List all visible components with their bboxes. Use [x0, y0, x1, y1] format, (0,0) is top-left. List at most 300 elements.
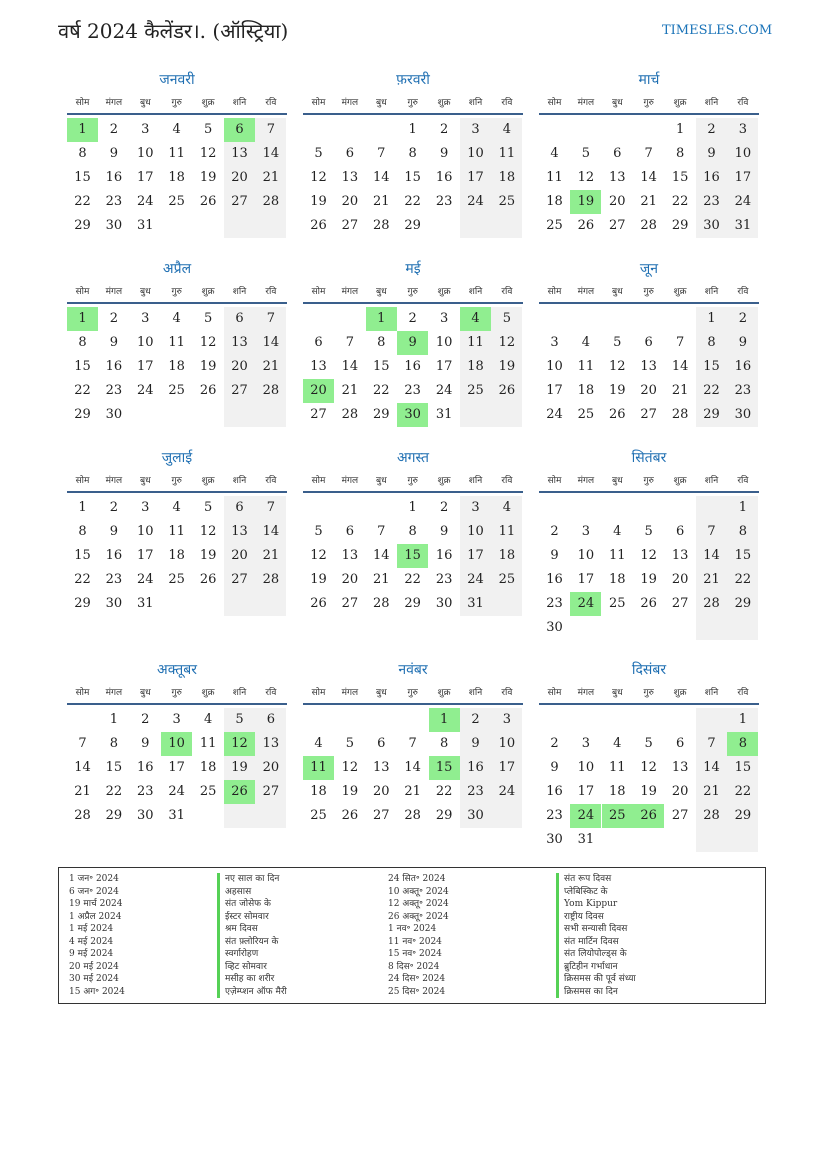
day-cell[interactable]: 8	[727, 520, 758, 544]
holiday-day-cell[interactable]: 6	[224, 118, 255, 142]
day-cell[interactable]: 14	[74, 760, 91, 775]
day-cell[interactable]: 10	[546, 359, 563, 374]
day-cell[interactable]: 4	[491, 496, 522, 520]
day-cell[interactable]: 9	[439, 524, 449, 539]
day-cell[interactable]: 26	[577, 218, 595, 233]
day-cell[interactable]: 10	[435, 335, 453, 350]
day-cell[interactable]: 31	[727, 214, 758, 238]
day-cell[interactable]: 14	[255, 520, 286, 544]
day-cell[interactable]: 5	[203, 122, 213, 137]
day-cell[interactable]: 5	[224, 708, 255, 732]
day-cell[interactable]: 16	[546, 784, 563, 799]
day-cell[interactable]: 3	[141, 500, 150, 515]
day-cell[interactable]: 17	[137, 548, 154, 563]
day-cell[interactable]: 20	[341, 194, 359, 209]
day-cell[interactable]: 1	[408, 122, 417, 137]
day-cell[interactable]: 2	[727, 307, 758, 331]
day-cell[interactable]: 30	[460, 804, 491, 828]
day-cell[interactable]: 2	[550, 524, 559, 539]
day-cell[interactable]: 7	[377, 146, 386, 161]
day-cell[interactable]: 1	[408, 500, 417, 515]
day-cell[interactable]: 14	[341, 359, 359, 374]
day-cell[interactable]: 4	[172, 311, 181, 326]
day-cell[interactable]: 3	[172, 712, 181, 727]
day-cell[interactable]: 4	[613, 736, 622, 751]
day-cell[interactable]: 20	[341, 572, 359, 587]
day-cell[interactable]: 11	[546, 170, 563, 185]
day-cell[interactable]: 9	[109, 335, 119, 350]
day-cell[interactable]: 6	[224, 307, 255, 331]
day-cell[interactable]: 24	[460, 190, 491, 214]
day-cell[interactable]: 5	[644, 736, 653, 751]
day-cell[interactable]: 12	[310, 548, 327, 563]
day-cell[interactable]: 5	[644, 524, 653, 539]
holiday-day-cell[interactable]: 24	[570, 592, 601, 616]
day-cell[interactable]: 8	[439, 736, 449, 751]
day-cell[interactable]: 26	[199, 194, 217, 209]
day-cell[interactable]: 23	[105, 572, 123, 587]
day-cell[interactable]: 2	[109, 500, 119, 515]
day-cell[interactable]: 25	[546, 218, 563, 233]
day-cell[interactable]: 23	[460, 780, 491, 804]
day-cell[interactable]: 15	[727, 544, 758, 568]
day-cell[interactable]: 6	[224, 496, 255, 520]
day-cell[interactable]: 18	[577, 383, 595, 398]
day-cell[interactable]: 22	[74, 572, 91, 587]
day-cell[interactable]: 30	[137, 808, 154, 823]
day-cell[interactable]: 21	[341, 383, 359, 398]
day-cell[interactable]: 7	[255, 496, 286, 520]
day-cell[interactable]: 7	[675, 335, 685, 350]
day-cell[interactable]: 3	[727, 118, 758, 142]
day-cell[interactable]: 10	[577, 760, 595, 775]
day-cell[interactable]: 12	[199, 335, 217, 350]
day-cell[interactable]: 10	[137, 524, 154, 539]
day-cell[interactable]: 28	[255, 568, 286, 592]
day-cell[interactable]: 29	[727, 592, 758, 616]
day-cell[interactable]: 7	[696, 520, 727, 544]
day-cell[interactable]: 6	[675, 524, 685, 539]
day-cell[interactable]: 24	[460, 568, 491, 592]
day-cell[interactable]: 11	[199, 736, 217, 751]
day-cell[interactable]: 27	[341, 218, 359, 233]
day-cell[interactable]: 14	[373, 548, 390, 563]
day-cell[interactable]: 21	[74, 784, 91, 799]
holiday-day-cell[interactable]: 4	[460, 307, 491, 331]
day-cell[interactable]: 30	[105, 218, 123, 233]
day-cell[interactable]: 13	[224, 331, 255, 355]
day-cell[interactable]: 13	[255, 732, 286, 756]
holiday-day-cell[interactable]: 1	[67, 118, 98, 142]
day-cell[interactable]: 11	[491, 520, 522, 544]
day-cell[interactable]: 18	[168, 359, 185, 374]
day-cell[interactable]: 25	[199, 784, 217, 799]
day-cell[interactable]: 11	[168, 335, 185, 350]
day-cell[interactable]: 6	[255, 708, 286, 732]
day-cell[interactable]: 26	[310, 596, 327, 611]
day-cell[interactable]: 20	[373, 784, 390, 799]
day-cell[interactable]: 28	[671, 407, 689, 422]
day-cell[interactable]: 14	[373, 170, 390, 185]
day-cell[interactable]: 26	[341, 808, 359, 823]
day-cell[interactable]: 23	[137, 784, 154, 799]
day-cell[interactable]: 18	[491, 166, 522, 190]
day-cell[interactable]: 3	[491, 708, 522, 732]
day-cell[interactable]: 7	[78, 736, 87, 751]
day-cell[interactable]: 28	[373, 596, 390, 611]
day-cell[interactable]: 4	[613, 524, 622, 539]
day-cell[interactable]: 10	[491, 732, 522, 756]
day-cell[interactable]: 14	[255, 331, 286, 355]
day-cell[interactable]: 9	[696, 142, 727, 166]
holiday-day-cell[interactable]: 8	[727, 732, 758, 756]
day-cell[interactable]: 2	[460, 708, 491, 732]
day-cell[interactable]: 19	[310, 194, 327, 209]
day-cell[interactable]: 11	[491, 142, 522, 166]
day-cell[interactable]: 22	[435, 784, 453, 799]
day-cell[interactable]: 22	[105, 784, 123, 799]
day-cell[interactable]: 22	[404, 194, 421, 209]
day-cell[interactable]: 24	[137, 194, 154, 209]
day-cell[interactable]: 15	[671, 170, 689, 185]
day-cell[interactable]: 17	[460, 544, 491, 568]
day-cell[interactable]: 18	[310, 784, 327, 799]
holiday-day-cell[interactable]: 15	[429, 756, 460, 780]
day-cell[interactable]: 4	[172, 122, 181, 137]
day-cell[interactable]: 23	[105, 194, 123, 209]
day-cell[interactable]: 11	[460, 331, 491, 355]
day-cell[interactable]: 26	[640, 596, 657, 611]
day-cell[interactable]: 17	[727, 166, 758, 190]
day-cell[interactable]: 27	[224, 190, 255, 214]
holiday-day-cell[interactable]: 20	[303, 379, 334, 403]
day-cell[interactable]: 2	[696, 118, 727, 142]
day-cell[interactable]: 1	[696, 307, 727, 331]
day-cell[interactable]: 18	[168, 548, 185, 563]
day-cell[interactable]: 6	[644, 335, 653, 350]
day-cell[interactable]: 2	[408, 311, 417, 326]
day-cell[interactable]: 28	[640, 218, 657, 233]
day-cell[interactable]: 16	[727, 355, 758, 379]
holiday-day-cell[interactable]: 11	[303, 756, 334, 780]
day-cell[interactable]: 15	[696, 355, 727, 379]
day-cell[interactable]: 19	[640, 572, 657, 587]
day-cell[interactable]: 7	[408, 736, 417, 751]
day-cell[interactable]: 24	[168, 784, 185, 799]
day-cell[interactable]: 23	[546, 596, 563, 611]
day-cell[interactable]: 29	[404, 596, 421, 611]
day-cell[interactable]: 13	[310, 359, 327, 374]
day-cell[interactable]: 16	[546, 572, 563, 587]
day-cell[interactable]: 21	[255, 355, 286, 379]
day-cell[interactable]: 29	[74, 596, 91, 611]
day-cell[interactable]: 22	[404, 572, 421, 587]
day-cell[interactable]: 30	[696, 214, 727, 238]
day-cell[interactable]: 11	[577, 359, 595, 374]
day-cell[interactable]: 30	[546, 832, 563, 847]
holiday-day-cell[interactable]: 30	[397, 403, 428, 427]
day-cell[interactable]: 10	[137, 146, 154, 161]
day-cell[interactable]: 5	[314, 524, 323, 539]
day-cell[interactable]: 8	[78, 335, 87, 350]
day-cell[interactable]: 2	[109, 122, 119, 137]
day-cell[interactable]: 29	[435, 808, 453, 823]
day-cell[interactable]: 9	[550, 548, 559, 563]
day-cell[interactable]: 3	[550, 335, 559, 350]
day-cell[interactable]: 16	[696, 166, 727, 190]
day-cell[interactable]: 3	[581, 524, 591, 539]
day-cell[interactable]: 28	[696, 804, 727, 828]
day-cell[interactable]: 27	[224, 379, 255, 403]
day-cell[interactable]: 5	[314, 146, 323, 161]
day-cell[interactable]: 9	[141, 736, 150, 751]
day-cell[interactable]: 23	[404, 383, 421, 398]
day-cell[interactable]: 28	[255, 379, 286, 403]
day-cell[interactable]: 23	[546, 808, 563, 823]
day-cell[interactable]: 27	[373, 808, 390, 823]
day-cell[interactable]: 27	[640, 407, 657, 422]
day-cell[interactable]: 31	[137, 596, 154, 611]
day-cell[interactable]: 14	[696, 756, 727, 780]
day-cell[interactable]: 8	[377, 335, 386, 350]
day-cell[interactable]: 11	[168, 524, 185, 539]
day-cell[interactable]: 7	[255, 307, 286, 331]
day-cell[interactable]: 7	[644, 146, 653, 161]
day-cell[interactable]: 14	[671, 359, 689, 374]
day-cell[interactable]: 12	[310, 170, 327, 185]
day-cell[interactable]: 13	[373, 760, 390, 775]
day-cell[interactable]: 17	[168, 760, 185, 775]
day-cell[interactable]: 8	[78, 524, 87, 539]
day-cell[interactable]: 3	[581, 736, 591, 751]
day-cell[interactable]: 9	[439, 146, 449, 161]
day-cell[interactable]: 6	[345, 524, 355, 539]
day-cell[interactable]: 11	[609, 760, 626, 775]
day-cell[interactable]: 16	[105, 548, 123, 563]
day-cell[interactable]: 25	[577, 407, 595, 422]
day-cell[interactable]: 31	[137, 218, 154, 233]
day-cell[interactable]: 11	[609, 548, 626, 563]
day-cell[interactable]: 27	[671, 596, 689, 611]
day-cell[interactable]: 18	[199, 760, 217, 775]
day-cell[interactable]: 12	[199, 524, 217, 539]
day-cell[interactable]: 28	[255, 190, 286, 214]
day-cell[interactable]: 23	[105, 383, 123, 398]
day-cell[interactable]: 19	[609, 383, 626, 398]
day-cell[interactable]: 7	[377, 524, 386, 539]
holiday-day-cell[interactable]: 15	[397, 544, 428, 568]
day-cell[interactable]: 22	[671, 194, 689, 209]
day-cell[interactable]: 15	[404, 170, 421, 185]
day-cell[interactable]: 29	[671, 218, 689, 233]
day-cell[interactable]: 3	[141, 311, 150, 326]
day-cell[interactable]: 16	[460, 756, 491, 780]
day-cell[interactable]: 23	[696, 190, 727, 214]
day-cell[interactable]: 2	[141, 712, 150, 727]
day-cell[interactable]: 21	[373, 572, 390, 587]
day-cell[interactable]: 14	[255, 142, 286, 166]
day-cell[interactable]: 6	[613, 146, 622, 161]
day-cell[interactable]: 29	[74, 218, 91, 233]
holiday-day-cell[interactable]: 19	[570, 190, 601, 214]
day-cell[interactable]: 19	[341, 784, 359, 799]
day-cell[interactable]: 25	[460, 379, 491, 403]
day-cell[interactable]: 28	[696, 592, 727, 616]
day-cell[interactable]: 17	[491, 756, 522, 780]
day-cell[interactable]: 8	[696, 331, 727, 355]
day-cell[interactable]: 1	[727, 496, 758, 520]
day-cell[interactable]: 17	[577, 572, 595, 587]
day-cell[interactable]: 2	[109, 311, 119, 326]
day-cell[interactable]: 10	[577, 548, 595, 563]
day-cell[interactable]: 26	[199, 572, 217, 587]
day-cell[interactable]: 27	[671, 808, 689, 823]
holiday-day-cell[interactable]: 1	[429, 708, 460, 732]
day-cell[interactable]: 13	[341, 548, 359, 563]
day-cell[interactable]: 28	[404, 808, 421, 823]
day-cell[interactable]: 19	[310, 572, 327, 587]
day-cell[interactable]: 26	[310, 218, 327, 233]
day-cell[interactable]: 3	[141, 122, 150, 137]
day-cell[interactable]: 16	[105, 170, 123, 185]
day-cell[interactable]: 4	[491, 118, 522, 142]
day-cell[interactable]: 8	[408, 524, 417, 539]
day-cell[interactable]: 8	[109, 736, 119, 751]
day-cell[interactable]: 16	[105, 359, 123, 374]
day-cell[interactable]: 12	[199, 146, 217, 161]
day-cell[interactable]: 18	[168, 170, 185, 185]
day-cell[interactable]: 10	[727, 142, 758, 166]
day-cell[interactable]: 25	[168, 194, 185, 209]
day-cell[interactable]: 21	[696, 780, 727, 804]
day-cell[interactable]: 28	[74, 808, 91, 823]
day-cell[interactable]: 22	[727, 568, 758, 592]
day-cell[interactable]: 4	[172, 500, 181, 515]
day-cell[interactable]: 19	[199, 548, 217, 563]
day-cell[interactable]: 12	[577, 170, 595, 185]
day-cell[interactable]: 1	[727, 708, 758, 732]
day-cell[interactable]: 19	[199, 359, 217, 374]
day-cell[interactable]: 14	[404, 760, 421, 775]
day-cell[interactable]: 22	[727, 780, 758, 804]
day-cell[interactable]: 4	[314, 736, 323, 751]
day-cell[interactable]: 24	[137, 572, 154, 587]
day-cell[interactable]: 17	[460, 166, 491, 190]
day-cell[interactable]: 31	[435, 407, 453, 422]
day-cell[interactable]: 17	[546, 383, 563, 398]
day-cell[interactable]: 21	[696, 568, 727, 592]
day-cell[interactable]: 15	[74, 548, 91, 563]
day-cell[interactable]: 17	[577, 784, 595, 799]
day-cell[interactable]: 27	[255, 780, 286, 804]
day-cell[interactable]: 30	[105, 407, 123, 422]
day-cell[interactable]: 2	[550, 736, 559, 751]
day-cell[interactable]: 20	[255, 756, 286, 780]
day-cell[interactable]: 27	[609, 218, 626, 233]
day-cell[interactable]: 13	[671, 760, 689, 775]
day-cell[interactable]: 12	[640, 548, 657, 563]
day-cell[interactable]: 17	[137, 359, 154, 374]
day-cell[interactable]: 2	[439, 122, 449, 137]
holiday-day-cell[interactable]: 12	[224, 732, 255, 756]
day-cell[interactable]: 20	[671, 784, 689, 799]
day-cell[interactable]: 9	[727, 331, 758, 355]
day-cell[interactable]: 18	[460, 355, 491, 379]
day-cell[interactable]: 9	[460, 732, 491, 756]
day-cell[interactable]: 5	[203, 500, 213, 515]
day-cell[interactable]: 5	[345, 736, 355, 751]
day-cell[interactable]: 22	[696, 379, 727, 403]
day-cell[interactable]: 4	[550, 146, 559, 161]
day-cell[interactable]: 5	[491, 307, 522, 331]
day-cell[interactable]: 16	[137, 760, 154, 775]
day-cell[interactable]: 5	[581, 146, 591, 161]
day-cell[interactable]: 17	[435, 359, 453, 374]
day-cell[interactable]: 16	[404, 359, 421, 374]
day-cell[interactable]: 6	[675, 736, 685, 751]
day-cell[interactable]: 15	[74, 170, 91, 185]
day-cell[interactable]: 15	[373, 359, 390, 374]
day-cell[interactable]: 17	[137, 170, 154, 185]
day-cell[interactable]: 12	[491, 331, 522, 355]
day-cell[interactable]: 30	[727, 403, 758, 427]
day-cell[interactable]: 29	[404, 218, 421, 233]
day-cell[interactable]: 29	[696, 403, 727, 427]
day-cell[interactable]: 21	[640, 194, 657, 209]
day-cell[interactable]: 20	[224, 355, 255, 379]
day-cell[interactable]: 9	[109, 146, 119, 161]
day-cell[interactable]: 29	[373, 407, 390, 422]
day-cell[interactable]: 29	[74, 407, 91, 422]
day-cell[interactable]: 25	[491, 190, 522, 214]
day-cell[interactable]: 24	[546, 407, 563, 422]
day-cell[interactable]: 9	[550, 760, 559, 775]
day-cell[interactable]: 15	[105, 760, 123, 775]
day-cell[interactable]: 16	[435, 548, 453, 563]
day-cell[interactable]: 29	[727, 804, 758, 828]
day-cell[interactable]: 27	[310, 407, 327, 422]
day-cell[interactable]: 20	[671, 572, 689, 587]
holiday-day-cell[interactable]: 26	[224, 780, 255, 804]
day-cell[interactable]: 5	[203, 311, 213, 326]
day-cell[interactable]: 18	[546, 194, 563, 209]
day-cell[interactable]: 24	[491, 780, 522, 804]
day-cell[interactable]: 5	[613, 335, 622, 350]
day-cell[interactable]: 20	[224, 544, 255, 568]
day-cell[interactable]: 7	[255, 118, 286, 142]
day-cell[interactable]: 24	[435, 383, 453, 398]
day-cell[interactable]: 18	[609, 572, 626, 587]
day-cell[interactable]: 28	[341, 407, 359, 422]
holiday-day-cell[interactable]: 26	[633, 804, 664, 828]
day-cell[interactable]: 19	[640, 784, 657, 799]
day-cell[interactable]: 4	[581, 335, 591, 350]
day-cell[interactable]: 13	[671, 548, 689, 563]
day-cell[interactable]: 19	[224, 756, 255, 780]
day-cell[interactable]: 15	[727, 756, 758, 780]
day-cell[interactable]: 6	[377, 736, 386, 751]
day-cell[interactable]: 1	[675, 122, 685, 137]
day-cell[interactable]: 26	[491, 379, 522, 403]
day-cell[interactable]: 13	[341, 170, 359, 185]
day-cell[interactable]: 10	[137, 335, 154, 350]
day-cell[interactable]: 3	[460, 496, 491, 520]
day-cell[interactable]: 2	[439, 500, 449, 515]
site-brand-link[interactable]: TIMESLES.COM	[662, 23, 773, 38]
day-cell[interactable]: 30	[435, 596, 453, 611]
day-cell[interactable]: 6	[345, 146, 355, 161]
day-cell[interactable]: 21	[404, 784, 421, 799]
